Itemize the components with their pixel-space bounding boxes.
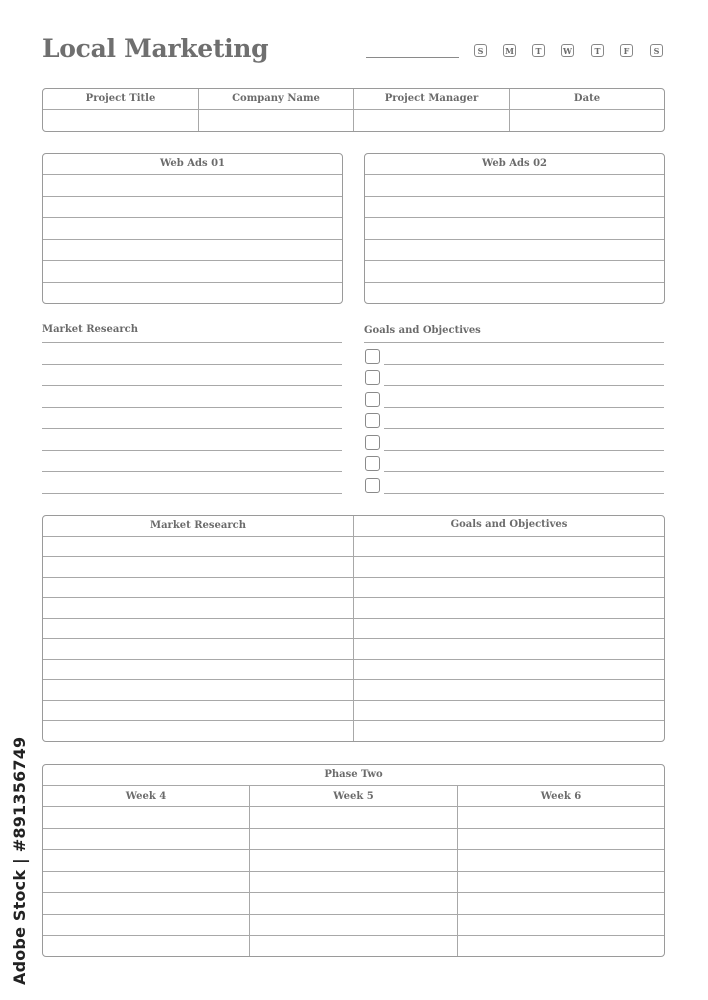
web-ads-01-line[interactable] bbox=[43, 260, 342, 261]
web-ads-02-line[interactable] bbox=[365, 196, 664, 197]
date-cell[interactable] bbox=[510, 110, 664, 131]
goal-checkbox[interactable] bbox=[365, 413, 380, 428]
goal-line[interactable] bbox=[384, 471, 664, 472]
table-row[interactable] bbox=[43, 659, 664, 660]
table-row[interactable] bbox=[43, 638, 664, 639]
web-ads-02-title: Web Ads 02 bbox=[481, 158, 548, 169]
table-row[interactable] bbox=[43, 556, 664, 557]
market-research-line[interactable] bbox=[42, 342, 342, 343]
web-ads-01-line[interactable] bbox=[43, 282, 342, 283]
web-ads-01-line[interactable] bbox=[43, 239, 342, 240]
table-row[interactable] bbox=[43, 935, 664, 936]
table-row[interactable] bbox=[43, 597, 664, 598]
company-name-cell[interactable] bbox=[199, 110, 353, 131]
day-box-saturday[interactable]: S bbox=[650, 44, 663, 57]
table-row[interactable] bbox=[43, 618, 664, 619]
market-research-line[interactable] bbox=[42, 428, 342, 429]
goal-checkbox[interactable] bbox=[365, 435, 380, 450]
goal-checkbox[interactable] bbox=[365, 478, 380, 493]
goal-checkbox[interactable] bbox=[365, 456, 380, 471]
goals-objectives-label: Goals and Objectives bbox=[364, 325, 481, 336]
goal-checkbox[interactable] bbox=[365, 349, 380, 364]
phase-two-title: Phase Two bbox=[324, 769, 383, 780]
page-title: Local Marketing bbox=[42, 34, 269, 63]
stock-watermark-text: Adobe Stock | #891356749 bbox=[10, 736, 29, 985]
day-box-wednesday[interactable]: W bbox=[561, 44, 574, 57]
week-4-header: Week 4 bbox=[125, 791, 167, 802]
goal-line[interactable] bbox=[384, 364, 664, 365]
week-5-header: Week 5 bbox=[333, 791, 374, 802]
date-header: Date bbox=[573, 93, 601, 104]
goal-checkbox[interactable] bbox=[365, 370, 380, 385]
table-row[interactable] bbox=[43, 871, 664, 872]
day-box-thursday[interactable]: T bbox=[591, 44, 604, 57]
table-row[interactable] bbox=[43, 914, 664, 915]
project-title-cell[interactable] bbox=[43, 110, 198, 131]
research-table-header-left: Market Research bbox=[150, 520, 246, 531]
table-row[interactable] bbox=[43, 720, 664, 721]
project-manager-header: Project Manager bbox=[384, 93, 479, 104]
table-row[interactable] bbox=[43, 679, 664, 680]
market-research-line[interactable] bbox=[42, 493, 342, 494]
table-row[interactable] bbox=[43, 828, 664, 829]
project-title-header: Project Title bbox=[85, 93, 156, 104]
goal-line[interactable] bbox=[384, 493, 664, 494]
goal-line[interactable] bbox=[384, 450, 664, 451]
web-ads-02-line[interactable] bbox=[365, 282, 664, 283]
market-research-label: Market Research bbox=[42, 324, 138, 335]
market-research-line[interactable] bbox=[42, 450, 342, 451]
table-row[interactable] bbox=[43, 892, 664, 893]
goal-checkbox[interactable] bbox=[365, 392, 380, 407]
web-ads-01-title: Web Ads 01 bbox=[159, 158, 226, 169]
research-table-header-right: Goals and Objectives bbox=[450, 519, 568, 530]
day-box-monday[interactable]: M bbox=[503, 44, 516, 57]
web-ads-01-line[interactable] bbox=[43, 217, 342, 218]
web-ads-02-line[interactable] bbox=[365, 217, 664, 218]
goal-line[interactable] bbox=[384, 385, 664, 386]
market-research-line[interactable] bbox=[42, 364, 342, 365]
market-research-line[interactable] bbox=[42, 407, 342, 408]
table-row[interactable] bbox=[43, 849, 664, 850]
table-row[interactable] bbox=[43, 700, 664, 701]
day-box-sunday[interactable]: S bbox=[474, 44, 487, 57]
company-name-header: Company Name bbox=[232, 93, 320, 104]
day-box-tuesday[interactable]: T bbox=[532, 44, 545, 57]
web-ads-02-line[interactable] bbox=[365, 260, 664, 261]
project-manager-cell[interactable] bbox=[354, 110, 509, 131]
web-ads-01-line[interactable] bbox=[43, 196, 342, 197]
goal-line[interactable] bbox=[384, 428, 664, 429]
market-research-line[interactable] bbox=[42, 385, 342, 386]
date-write-line[interactable] bbox=[366, 57, 459, 58]
table-row[interactable] bbox=[43, 577, 664, 578]
week-6-header: Week 6 bbox=[540, 791, 582, 802]
web-ads-02-line[interactable] bbox=[365, 239, 664, 240]
market-research-line[interactable] bbox=[42, 471, 342, 472]
goal-line[interactable] bbox=[384, 407, 664, 408]
day-box-friday[interactable]: F bbox=[620, 44, 633, 57]
